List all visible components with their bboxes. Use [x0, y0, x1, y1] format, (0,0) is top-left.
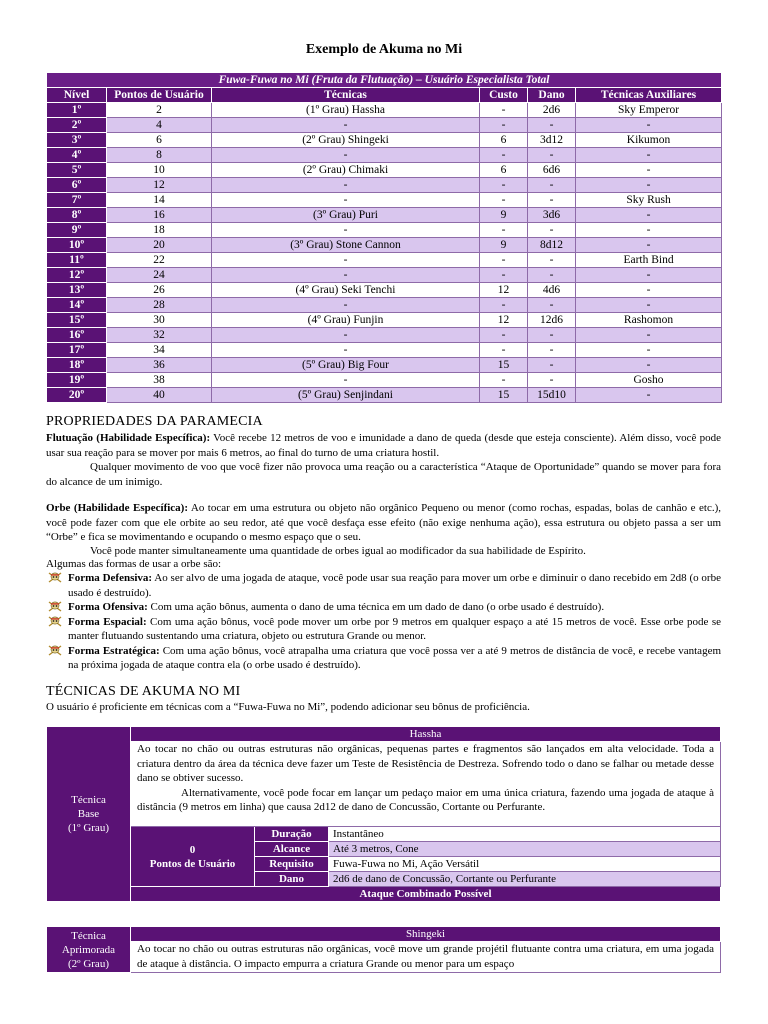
level-cell: 11º [47, 253, 107, 268]
table-row [47, 118, 722, 133]
level-cell: 16º [47, 328, 107, 343]
hassha-prop-value: Fuwa-Fuwa no Mi, Ação Versátil [329, 857, 721, 872]
orbe-paragraph-2: Você pode manter simultaneamente uma quantidade de orbes igual ao modificador da sua habilidade de Espírito. [90, 545, 586, 557]
technique-cell: - [212, 193, 480, 208]
level-cell: 12º [47, 268, 107, 283]
level-cell: 3º [47, 133, 107, 148]
hassha-prop-label: Dano [255, 872, 329, 887]
table-row [47, 388, 722, 403]
table-row [47, 313, 722, 328]
skull-crossbones-icon [48, 616, 62, 627]
points-cell: 18 [107, 223, 212, 238]
aux-technique-cell: - [576, 208, 722, 223]
damage-cell: - [528, 253, 576, 268]
hassha-cost-cell [131, 827, 255, 887]
properties-title: PROPRIEDADES DA PARAMECIA [46, 414, 263, 429]
hassha-prop-value: Até 3 metros, Cone [329, 842, 721, 857]
level-cell: 9º [47, 223, 107, 238]
table-row [47, 208, 722, 223]
list-item [46, 644, 721, 673]
damage-cell: - [528, 328, 576, 343]
damage-cell: 3d6 [528, 208, 576, 223]
technique-cell: - [212, 268, 480, 283]
form-label: Forma Ofensiva: [68, 601, 148, 613]
cost-cell: - [480, 328, 528, 343]
orbe-paragraph-3: Algumas das formas de usar a orbe são: [46, 558, 222, 570]
table-row [47, 238, 722, 253]
technique-cell: (2º Grau) Chimaki [212, 163, 480, 178]
cost-header: Custo [480, 88, 528, 103]
cost-cell: 15 [480, 358, 528, 373]
points-cell: 40 [107, 388, 212, 403]
damage-cell: - [528, 343, 576, 358]
list-item [46, 600, 721, 615]
level-cell: 14º [47, 298, 107, 313]
technique-cell: (5º Grau) Senjindani [212, 388, 480, 403]
level-cell: 20º [47, 388, 107, 403]
damage-cell: 12d6 [528, 313, 576, 328]
aux-technique-cell: Earth Bind [576, 253, 722, 268]
skull-crossbones-icon [48, 601, 62, 612]
shingeki-grade-line3: (2º Grau) [68, 957, 109, 970]
hassha-grade-line1: Técnica [71, 794, 106, 806]
table-row [47, 373, 722, 388]
hassha-combo: Ataque Combinado Possível [131, 887, 721, 902]
points-cell: 14 [107, 193, 212, 208]
level-table [46, 72, 722, 403]
damage-cell: - [528, 298, 576, 313]
table-row [47, 283, 722, 298]
aux-technique-cell: - [576, 163, 722, 178]
cost-cell: 12 [480, 283, 528, 298]
level-cell: 6º [47, 178, 107, 193]
cost-cell: - [480, 103, 528, 118]
damage-cell: - [528, 118, 576, 133]
cost-cell: 9 [480, 208, 528, 223]
damage-header: Dano [528, 88, 576, 103]
damage-cell: - [528, 373, 576, 388]
points-cell: 24 [107, 268, 212, 283]
technique-cell: (4º Grau) Funjin [212, 313, 480, 328]
technique-cell: (2º Grau) Shingeki [212, 133, 480, 148]
aux-technique-cell: - [576, 178, 722, 193]
cost-cell: - [480, 223, 528, 238]
techniques-title: TÉCNICAS DE AKUMA NO MI [46, 684, 241, 699]
points-cell: 22 [107, 253, 212, 268]
level-cell: 7º [47, 193, 107, 208]
table-row [47, 193, 722, 208]
damage-cell: - [528, 193, 576, 208]
damage-cell: - [528, 223, 576, 238]
hassha-prop-label: Requisito [255, 857, 329, 872]
table-row [47, 253, 722, 268]
technique-cell: - [212, 148, 480, 163]
technique-shingeki-table [46, 926, 721, 973]
damage-cell: 2d6 [528, 103, 576, 118]
level-cell: 5º [47, 163, 107, 178]
orbe-paragraph [46, 501, 721, 545]
shingeki-name: Shingeki [131, 927, 721, 942]
points-cell: 36 [107, 358, 212, 373]
damage-cell: 6d6 [528, 163, 576, 178]
points-cell: 38 [107, 373, 212, 388]
aux-technique-cell: Kikumon [576, 133, 722, 148]
damage-cell: - [528, 268, 576, 283]
technique-cell: - [212, 178, 480, 193]
technique-cell: - [212, 253, 480, 268]
shingeki-grade-line2: Aprimorada [61, 943, 116, 956]
table-row [47, 343, 722, 358]
skull-crossbones-icon [48, 645, 62, 656]
aux-technique-cell: - [576, 118, 722, 133]
cost-cell: - [480, 148, 528, 163]
table-row [47, 163, 722, 178]
cost-cell: 6 [480, 133, 528, 148]
points-cell: 2 [107, 103, 212, 118]
hassha-description [131, 742, 721, 827]
table-row [47, 298, 722, 313]
level-cell: 8º [47, 208, 107, 223]
damage-cell: 4d6 [528, 283, 576, 298]
technique-cell: - [212, 373, 480, 388]
hassha-cost-value: 0 [189, 843, 196, 856]
flutuacao-label: Flutuação (Habilidade Específica): [46, 432, 211, 444]
aux-technique-cell: - [576, 268, 722, 283]
list-item [46, 571, 721, 600]
technique-cell: (3º Grau) Puri [212, 208, 480, 223]
points-cell: 34 [107, 343, 212, 358]
damage-cell: 8d12 [528, 238, 576, 253]
flutuacao-paragraph [46, 431, 721, 460]
cost-cell: - [480, 298, 528, 313]
aux-technique-cell: - [576, 343, 722, 358]
points-cell: 12 [107, 178, 212, 193]
level-header: Nível [47, 88, 107, 103]
orbe-label: Orbe (Habilidade Específica): [46, 502, 188, 514]
points-cell: 28 [107, 298, 212, 313]
cost-cell: - [480, 253, 528, 268]
table-row [47, 223, 722, 238]
level-cell: 1º [47, 103, 107, 118]
technique-cell: - [212, 328, 480, 343]
form-label: Forma Estratégica: [68, 644, 160, 657]
table-row [47, 103, 722, 118]
aux-technique-cell: - [576, 223, 722, 238]
level-cell: 4º [47, 148, 107, 163]
technique-cell: - [212, 298, 480, 313]
cost-cell: - [480, 268, 528, 283]
aux-technique-cell: - [576, 328, 722, 343]
level-cell: 13º [47, 283, 107, 298]
orbe-forms-list [46, 571, 721, 673]
table-row [47, 358, 722, 373]
points-cell: 26 [107, 283, 212, 298]
cost-cell: - [480, 373, 528, 388]
technique-cell: (3º Grau) Stone Cannon [212, 238, 480, 253]
points-cell: 30 [107, 313, 212, 328]
level-cell: 17º [47, 343, 107, 358]
aux-technique-cell: Gosho [576, 373, 722, 388]
techniques-intro: O usuário é proficiente em técnicas com a “Fuwa-Fuwa no Mi”, podendo adicionar seu bônus de proficiência. [46, 701, 530, 713]
level-cell: 10º [47, 238, 107, 253]
shingeki-grade-cell [47, 927, 131, 973]
cost-cell: 9 [480, 238, 528, 253]
form-text: Ao ser alvo de uma jogada de ataque, você pode usar sua reação para mover um orbe e diminuir o dano recebido em 2d8 (o orbe usado é destruído). [68, 572, 721, 599]
table-row [47, 328, 722, 343]
aux-header: Técnicas Auxiliares [576, 88, 722, 103]
technique-cell: - [212, 118, 480, 133]
technique-cell: (4º Grau) Seki Tenchi [212, 283, 480, 298]
technique-cell: (1º Grau) Hassha [212, 103, 480, 118]
points-cell: 10 [107, 163, 212, 178]
aux-technique-cell: - [576, 283, 722, 298]
level-table-caption: Fuwa-Fuwa no Mi (Fruta da Flutuação) – Usuário Especialista Total [47, 73, 722, 88]
level-cell: 18º [47, 358, 107, 373]
technique-cell: - [212, 343, 480, 358]
technique-cell: - [212, 223, 480, 238]
hassha-prop-value: 2d6 de dano de Concussão, Cortante ou Perfurante [329, 872, 721, 887]
technique-cell: (5º Grau) Big Four [212, 358, 480, 373]
damage-cell: 3d12 [528, 133, 576, 148]
hassha-grade-cell [47, 727, 131, 902]
cost-cell: 15 [480, 388, 528, 403]
aux-technique-cell: - [576, 238, 722, 253]
table-row [47, 268, 722, 283]
hassha-grade-line3: (1º Grau) [68, 822, 109, 834]
technique-hassha-table [46, 726, 721, 902]
points-cell: 16 [107, 208, 212, 223]
hassha-grade-line2: Base [77, 808, 100, 820]
points-cell: 4 [107, 118, 212, 133]
level-cell: 19º [47, 373, 107, 388]
form-label: Forma Espacial: [68, 615, 147, 628]
table-row [47, 148, 722, 163]
damage-cell: - [528, 358, 576, 373]
hassha-prop-value: Instantâneo [329, 827, 721, 842]
damage-cell: - [528, 148, 576, 163]
level-cell: 2º [47, 118, 107, 133]
damage-cell: - [528, 178, 576, 193]
aux-technique-cell: Sky Rush [576, 193, 722, 208]
flutuacao-text: Você recebe 12 metros de voo e imunidade a dano de queda (desde que esteja consciente). Além disso, você pode usar sua reação para se mover por mais 6 metros, ao final do turno de uma criatura hostil. [46, 432, 721, 459]
cost-cell: - [480, 178, 528, 193]
techniques-header: Técnicas [212, 88, 480, 103]
cost-cell: 12 [480, 313, 528, 328]
cost-cell: 6 [480, 163, 528, 178]
hassha-cost-label: Pontos de Usuário [149, 857, 236, 870]
cost-cell: - [480, 193, 528, 208]
aux-technique-cell: - [576, 148, 722, 163]
form-text: Com uma ação bônus, aumenta o dano de uma técnica em um dado de dano (o orbe usado é destruído). [147, 601, 605, 613]
hassha-prop-label: Alcance [255, 842, 329, 857]
shingeki-grade-line1: Técnica [71, 929, 106, 942]
skull-crossbones-icon [48, 572, 62, 583]
flutuacao-paragraph-2: Qualquer movimento de voo que você fizer não provoca uma reação ou a característica “Ataque de Oportunidade” quando se mover para fora do alcance de um inimigo. [46, 461, 721, 488]
table-row [47, 133, 722, 148]
hassha-prop-label: Duração [255, 827, 329, 842]
shingeki-description: Ao tocar no chão ou outras estruturas não orgânicas, você move um grande projétil flutuante contra uma criatura, em uma jogada de ataque à distância. O impacto empurra a criatura Grande ou menor para um espaço [131, 942, 721, 973]
hassha-desc-1: Ao tocar no chão ou outras estruturas não orgânicas, pequenas partes e fragmentos são lançados em alta velocidade. Toda a criatura dentro da área da técnica deve fazer um Teste de Resistência de Destreza. Sofrendo todo o dano se falhar ou metade desse dano se obtiver sucesso. [137, 743, 714, 784]
cost-cell: - [480, 343, 528, 358]
points-cell: 32 [107, 328, 212, 343]
points-cell: 6 [107, 133, 212, 148]
hassha-name: Hassha [131, 727, 721, 742]
list-item [46, 615, 721, 644]
document-title: Exemplo de Akuma no Mi [305, 42, 463, 57]
level-cell: 15º [47, 313, 107, 328]
aux-technique-cell: - [576, 388, 722, 403]
form-text: Com uma ação bônus, você atrapalha uma criatura que você possa ver a até 9 metros de distância de você, e recebe vantagem na próxima jogada de ataque contra ela (o orbe usado é destruído). [68, 644, 722, 671]
aux-technique-cell: Sky Emperor [576, 103, 722, 118]
hassha-desc-2: Alternativamente, você pode focar em lançar um pedaço maior em uma única criatura, fazendo uma jogada de ataque à distância (9 metros em linha) que causa 2d12 de dano de Concussão, Cortante ou Perfurante. [137, 786, 714, 813]
orbe-text: Ao tocar em uma estrutura ou objeto não orgânico Pequeno ou menor (como rochas, espadas, bolas de canhão e etc.), você pode fazer com que ele orbite ao seu redor, até que você desfaça esse efeito (não exige nenhuma ação), essa estrutura ou objeto passa a ser um “Orbe” e fica se movimentando e ocupando o mesmo espaço que o seu. [46, 502, 721, 543]
aux-technique-cell: Rashomon [576, 313, 722, 328]
points-cell: 20 [107, 238, 212, 253]
form-label: Forma Defensiva: [68, 572, 153, 584]
table-row [47, 178, 722, 193]
aux-technique-cell: - [576, 358, 722, 373]
damage-cell: 15d10 [528, 388, 576, 403]
form-text: Com uma ação bônus, você pode mover um orbe por 9 metros em qualquer espaço a até 15 metros de você. Esse orbe pode se manter flutuando sustentando uma criatura, objeto ou estrutura Grande ou menor. [68, 615, 721, 642]
cost-cell: - [480, 118, 528, 133]
points-cell: 8 [107, 148, 212, 163]
points-header: Pontos de Usuário [107, 88, 212, 103]
aux-technique-cell: - [576, 298, 722, 313]
